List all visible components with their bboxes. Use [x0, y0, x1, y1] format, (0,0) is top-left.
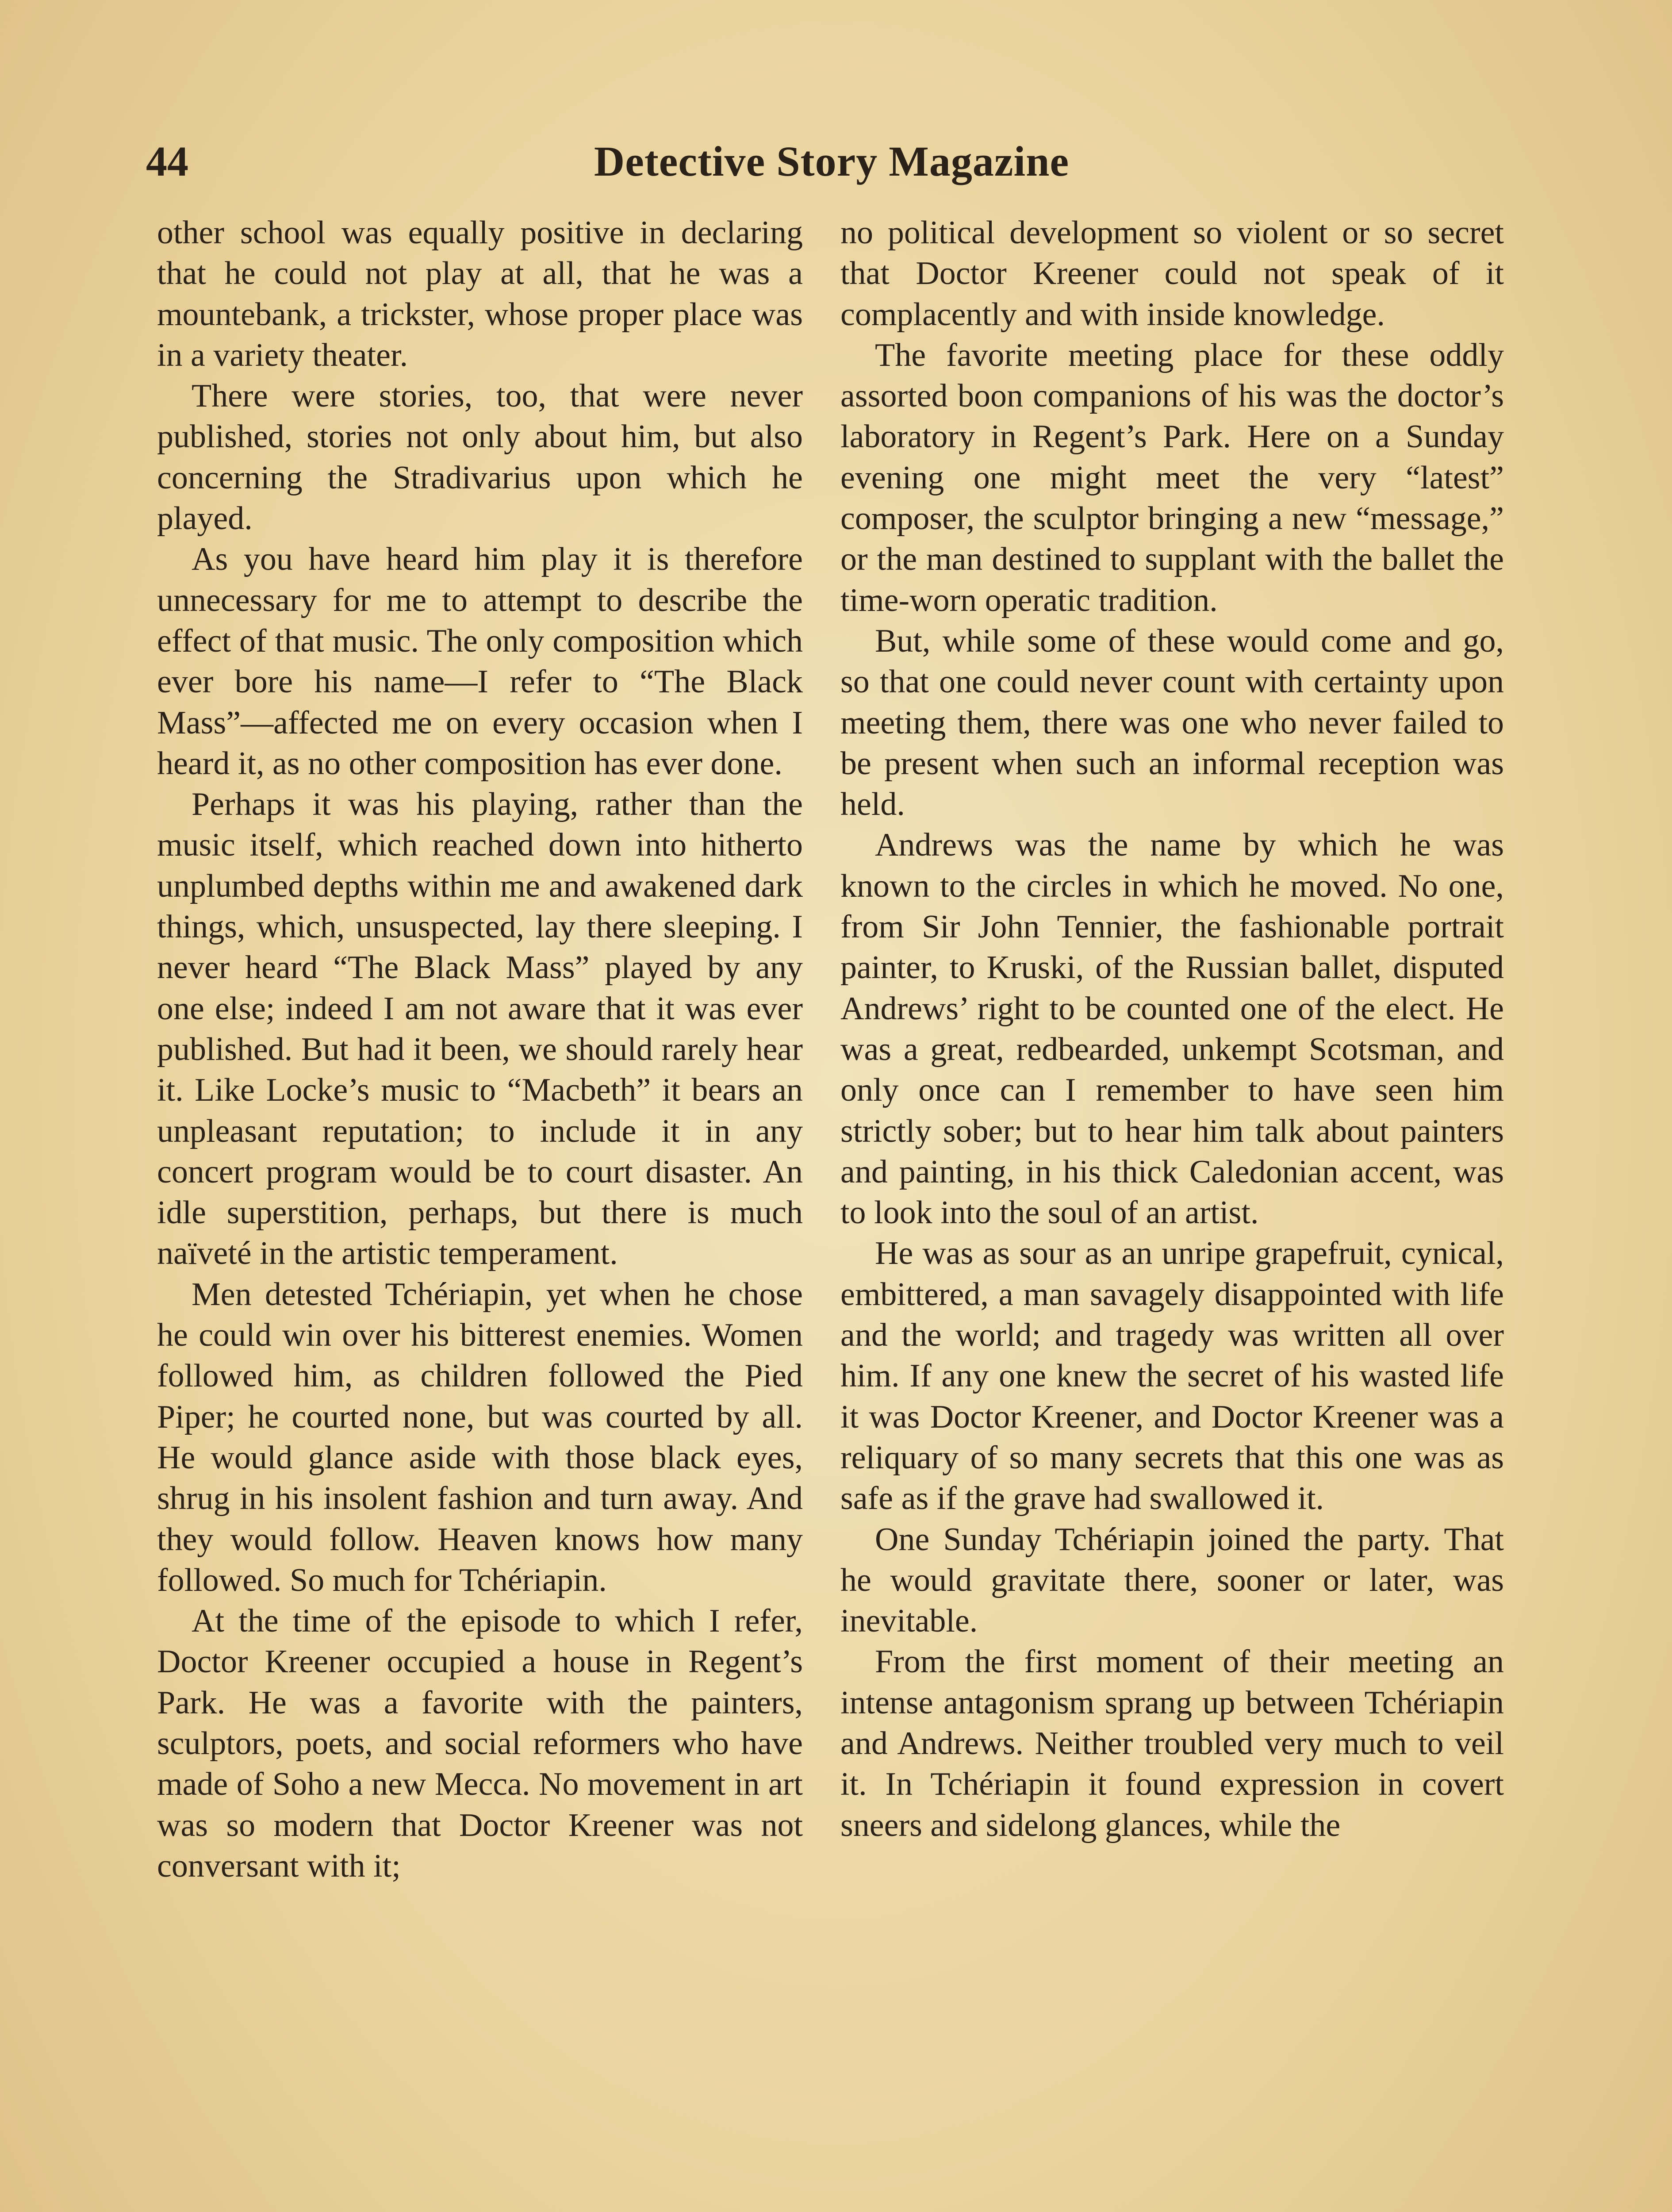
page-number: 44: [146, 138, 188, 185]
paragraph: As you have heard him play it is therefore unnecessary for me to attempt to describe the effect of that music. The only composition which ever bore his name—I refer to “The Black Mass”—affected me on every occasion when I heard it, as no other composition has ever done.: [157, 541, 803, 782]
paragraph: no political development so violent or so secret that Doctor Kreener could not speak of it complacently and with inside knowledge.: [840, 215, 1504, 333]
paragraph: There were stories, too, that were never published, stories not only about him, but also concerning the Stradivarius upon which he played.: [157, 378, 803, 537]
paragraph: From the first moment of their meeting an intense antagonism sprang up between Tchériapin and Andrews. Neither troubled very much to veil it. In Tchériapin it found expression in covert sneers and sidelong glances, while the: [840, 1644, 1504, 1843]
paragraph: One Sunday Tchériapin joined the party. That he would gravitate there, sooner or later, was inevitable.: [840, 1521, 1504, 1640]
paragraph: But, while some of these would come and go, so that one could never count with certainty upon meeting them, there was one who never failed to be present when such an informal reception was held.: [840, 622, 1504, 823]
paragraph: At the time of the episode to which I refer, Doctor Kreener occupied a house in Regent’s Park. He was a favorite with the painters, sculptors, poets, and social reformers who have made of Soho a new Mecca. No movement in art was so modern that Doctor Kreener was not conversant with it;: [157, 1603, 803, 1884]
paragraph: Andrews was the name by which he was known to the circles in which he moved. No one, from Sir John Tennier, the fashionable portrait painter, to Kruski, of the Russian ballet, disputed Andrews’ right to be counted one of the elect. He was a great, redbearded, unkempt Scotsman, and only once can I remember to have seen him strictly sober; but to hear him talk about painters and painting, in his thick Caledonian accent, was to look into the soul of an artist.: [840, 827, 1504, 1231]
paragraph: He was as sour as an unripe grapefruit, cynical, embittered, a man savagely disappointed with life and the world; and tragedy was written all over him. If any one knew the secret of his wasted life it was Doctor Kreener, and Doctor Kreener was a reliquary of so many secrets that this one was as safe as if the grave had swallowed it.: [840, 1235, 1504, 1517]
right-column: [840, 212, 1504, 2212]
paragraph: Men detested Tchériapin, yet when he chose he could win over his bitterest enemies. Women followed him, as children followed the Pied Piper; he courted none, but was courted by all. He would glance aside with those black eyes, shrug in his insolent fashion and turn away. And they would follow. Heaven knows how many followed. So much for Tchériapin.: [157, 1276, 803, 1598]
page-header: [146, 128, 1517, 195]
magazine-title: Detective Story Magazine: [594, 138, 1070, 185]
left-column: [157, 212, 803, 2212]
paragraph: other school was equally positive in declaring that he could not play at all, that he was a mountebank, a trickster, whose proper place was in a variety theater.: [157, 215, 803, 373]
paragraph: The favorite meeting place for these oddly assorted boon companions of his was the doctor’s laboratory in Regent’s Park. Here on a Sunday evening one might meet the very “latest” composer, the sculptor bringing a new “message,” or the man destined to supplant with the ballet the time-worn operatic tradition.: [840, 337, 1504, 618]
paragraph: Perhaps it was his playing, rather than the music itself, which reached down into hitherto unplumbed depths within me and awakened dark things, which, unsuspected, lay there sleeping. I never heard “The Black Mass” played by any one else; indeed I am not aware that it was ever published. But had it been, we should rarely hear it. Like Locke’s music to “Macbeth” it bears an unpleasant reputation; to include it in any concert program would be to court disaster. An idle superstition, perhaps, but there is much naïveté in the artistic temperament.: [157, 786, 803, 1272]
